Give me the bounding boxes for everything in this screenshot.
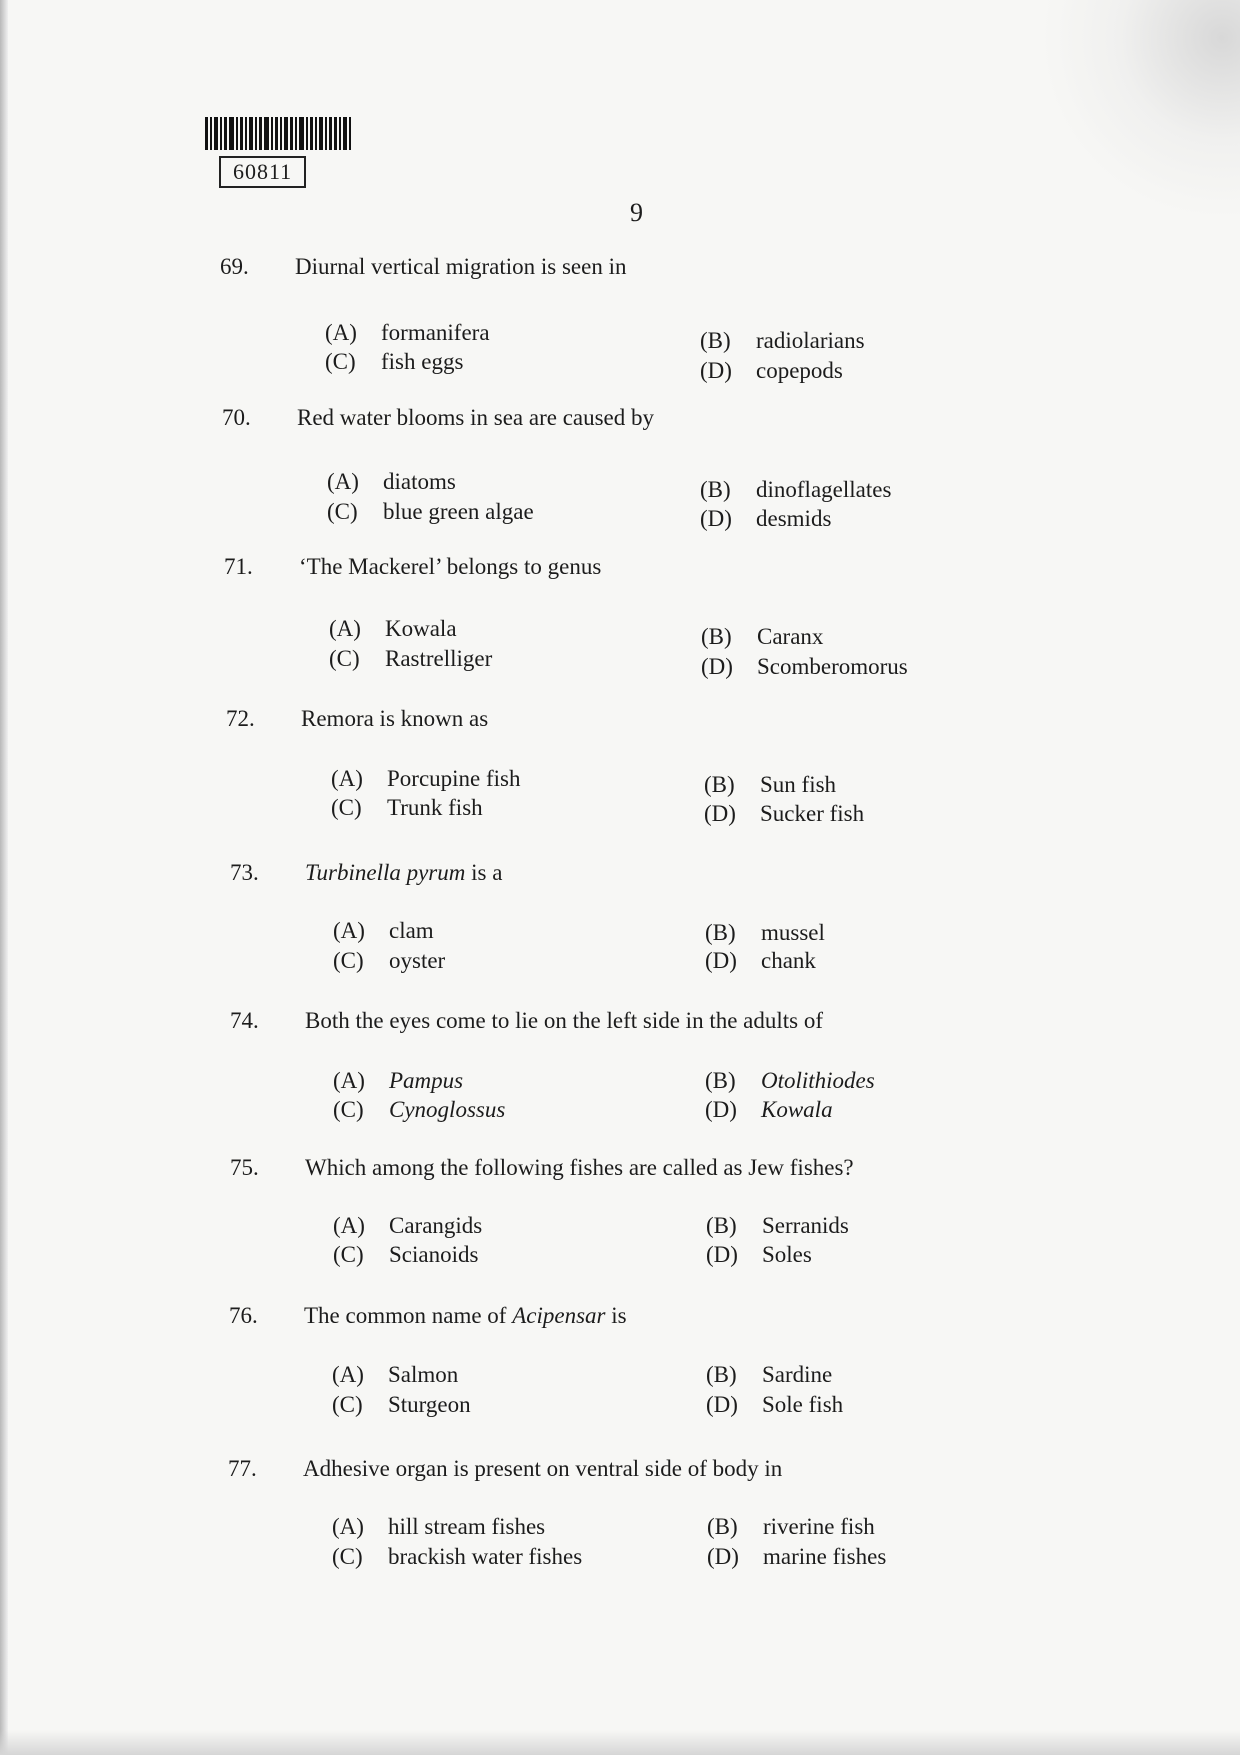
- question-text: Remora is known as: [301, 706, 489, 731]
- option-d: (D) Scomberomorus: [701, 654, 908, 679]
- option-a: (A) hill stream fishes: [332, 1514, 546, 1539]
- option-c: (C) Scianoids: [333, 1242, 479, 1267]
- question-text: Red water blooms in sea are caused by: [297, 405, 655, 430]
- option-a: (A) diatoms: [327, 469, 456, 494]
- scan-shadow: [1040, 0, 1240, 220]
- option-a: (A) Carangids: [333, 1213, 483, 1238]
- option-a: (A) clam: [333, 918, 434, 943]
- option-c: (C) Sturgeon: [332, 1392, 471, 1417]
- option-b: (B) riverine fish: [707, 1514, 875, 1539]
- question-number: 74.: [230, 1008, 259, 1033]
- option-c: (C) Cynoglossus: [333, 1097, 506, 1122]
- option-b: (B) dinoflagellates: [700, 477, 892, 502]
- question-text: Adhesive organ is present on ventral side of body in: [303, 1456, 783, 1481]
- question-number: 73.: [230, 860, 259, 885]
- question-number: 76.: [229, 1303, 258, 1328]
- question-number: 69.: [220, 254, 249, 279]
- option-d: (D) Sole fish: [706, 1392, 844, 1417]
- species-name: Turbinella pyrum: [305, 860, 466, 885]
- question-number: 70.: [222, 405, 251, 430]
- option-a: (A) formanifera: [325, 320, 490, 345]
- option-d: (D) Soles: [706, 1242, 812, 1267]
- question-text: ‘The Mackerel’ belongs to genus: [299, 554, 602, 579]
- option-b: (B) Serranids: [706, 1213, 849, 1238]
- question-text: Both the eyes come to lie on the left side in the adults of: [305, 1008, 824, 1033]
- option-d: (D) desmids: [700, 506, 832, 531]
- option-b: (B) Sun fish: [704, 772, 837, 797]
- option-b: (B) radiolarians: [700, 328, 865, 353]
- barcode-block: [205, 117, 370, 188]
- option-d: (D) Kowala: [705, 1097, 833, 1122]
- option-b: (B) mussel: [705, 920, 825, 945]
- barcode-icon: [205, 117, 370, 150]
- question-number: 72.: [226, 706, 255, 731]
- page-number: 9: [630, 198, 643, 227]
- option-c: (C) Trunk fish: [331, 795, 483, 820]
- option-d: (D) copepods: [700, 358, 843, 383]
- scan-edge: [0, 0, 8, 1755]
- genus-name: Acipensar: [512, 1303, 606, 1328]
- option-c: (C) blue green algae: [327, 499, 534, 524]
- option-c: (C) oyster: [333, 948, 446, 973]
- option-c: (C) brackish water fishes: [332, 1544, 583, 1569]
- question-number: 77.: [228, 1456, 257, 1481]
- question-text: Turbinella pyrum is a: [305, 860, 503, 885]
- option-a: (A) Kowala: [329, 616, 457, 641]
- question-text: Diurnal vertical migration is seen in: [295, 254, 627, 279]
- option-d: (D) Sucker fish: [704, 801, 865, 826]
- option-c: (C) fish eggs: [325, 349, 464, 374]
- option-a: (A) Pampus: [333, 1068, 464, 1093]
- option-b: (B) Caranx: [701, 624, 824, 649]
- question-number: 71.: [224, 554, 253, 579]
- option-d: (D) chank: [705, 948, 816, 973]
- option-d: (D) marine fishes: [707, 1544, 887, 1569]
- question-number: 75.: [230, 1155, 259, 1180]
- option-c: (C) Rastrelliger: [329, 646, 493, 671]
- option-b: (B) Otolithiodes: [705, 1068, 875, 1093]
- option-a: (A) Salmon: [332, 1362, 459, 1387]
- paper-code: 60811: [219, 156, 306, 188]
- question-text: The common name of Acipensar is: [304, 1303, 627, 1328]
- scan-bottom-edge: [0, 1730, 1240, 1755]
- option-a: (A) Porcupine fish: [331, 766, 521, 791]
- option-b: (B) Sardine: [706, 1362, 833, 1387]
- question-text: Which among the following fishes are called as Jew fishes?: [305, 1155, 854, 1180]
